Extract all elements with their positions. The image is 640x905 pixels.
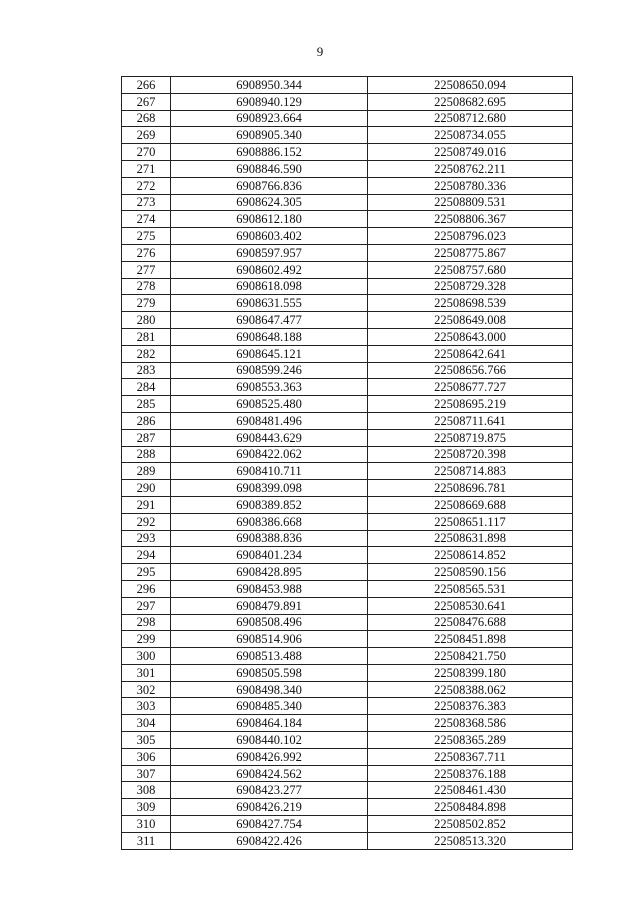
- y-coordinate-cell: 22508749.016: [368, 144, 573, 161]
- table-row: [122, 597, 573, 614]
- x-coordinate-cell: 6908426.219: [171, 799, 368, 816]
- x-coordinate-cell: 6908440.102: [171, 732, 368, 749]
- y-coordinate-cell: 22508695.219: [368, 396, 573, 413]
- x-coordinate-cell: 6908599.246: [171, 362, 368, 379]
- y-coordinate-cell: 22508367.711: [368, 748, 573, 765]
- y-coordinate-cell: 22508696.781: [368, 480, 573, 497]
- y-coordinate-cell: 22508757.680: [368, 261, 573, 278]
- y-coordinate-cell: 22508399.180: [368, 664, 573, 681]
- x-coordinate-cell: 6908766.836: [171, 177, 368, 194]
- table-row: [122, 765, 573, 782]
- point-number-cell: 269: [122, 127, 171, 144]
- table-row: [122, 396, 573, 413]
- table-row: [122, 429, 573, 446]
- x-coordinate-cell: 6908647.477: [171, 312, 368, 329]
- point-number-cell: 286: [122, 412, 171, 429]
- point-number-cell: 270: [122, 144, 171, 161]
- table-row: [122, 362, 573, 379]
- y-coordinate-cell: 22508775.867: [368, 244, 573, 261]
- y-coordinate-cell: 22508651.117: [368, 513, 573, 530]
- point-number-cell: 299: [122, 631, 171, 648]
- point-number-cell: 306: [122, 748, 171, 765]
- point-number-cell: 267: [122, 93, 171, 110]
- x-coordinate-cell: 6908427.754: [171, 816, 368, 833]
- x-coordinate-cell: 6908648.188: [171, 328, 368, 345]
- point-number-cell: 311: [122, 832, 171, 849]
- point-number-cell: 300: [122, 648, 171, 665]
- point-number-cell: 294: [122, 547, 171, 564]
- y-coordinate-cell: 22508631.898: [368, 530, 573, 547]
- y-coordinate-cell: 22508729.328: [368, 278, 573, 295]
- point-number-cell: 310: [122, 816, 171, 833]
- y-coordinate-cell: 22508714.883: [368, 463, 573, 480]
- y-coordinate-cell: 22508720.398: [368, 446, 573, 463]
- x-coordinate-cell: 6908443.629: [171, 429, 368, 446]
- y-coordinate-cell: 22508796.023: [368, 228, 573, 245]
- x-coordinate-cell: 6908624.305: [171, 194, 368, 211]
- x-coordinate-cell: 6908386.668: [171, 513, 368, 530]
- table-row: [122, 631, 573, 648]
- x-coordinate-cell: 6908645.121: [171, 345, 368, 362]
- y-coordinate-cell: 22508513.320: [368, 832, 573, 849]
- table-row: [122, 446, 573, 463]
- table-row: [122, 715, 573, 732]
- y-coordinate-cell: 22508682.695: [368, 93, 573, 110]
- y-coordinate-cell: 22508719.875: [368, 429, 573, 446]
- x-coordinate-cell: 6908553.363: [171, 379, 368, 396]
- x-coordinate-cell: 6908479.891: [171, 597, 368, 614]
- point-number-cell: 296: [122, 580, 171, 597]
- table-row: [122, 580, 573, 597]
- point-number-cell: 281: [122, 328, 171, 345]
- x-coordinate-cell: 6908428.895: [171, 564, 368, 581]
- y-coordinate-cell: 22508806.367: [368, 211, 573, 228]
- y-coordinate-cell: 22508780.336: [368, 177, 573, 194]
- point-number-cell: 308: [122, 782, 171, 799]
- x-coordinate-cell: 6908905.340: [171, 127, 368, 144]
- table-row: [122, 564, 573, 581]
- point-number-cell: 280: [122, 312, 171, 329]
- x-coordinate-cell: 6908923.664: [171, 110, 368, 127]
- y-coordinate-cell: 22508643.000: [368, 328, 573, 345]
- table-row: [122, 614, 573, 631]
- table-row: [122, 799, 573, 816]
- table-row: [122, 160, 573, 177]
- table-row: [122, 530, 573, 547]
- point-number-cell: 301: [122, 664, 171, 681]
- table-row: [122, 681, 573, 698]
- table-row: [122, 261, 573, 278]
- table-row: [122, 412, 573, 429]
- point-number-cell: 272: [122, 177, 171, 194]
- x-coordinate-cell: 6908603.402: [171, 228, 368, 245]
- y-coordinate-cell: 22508502.852: [368, 816, 573, 833]
- y-coordinate-cell: 22508711.641: [368, 412, 573, 429]
- table-row: [122, 732, 573, 749]
- x-coordinate-cell: 6908424.562: [171, 765, 368, 782]
- x-coordinate-cell: 6908423.277: [171, 782, 368, 799]
- point-number-cell: 283: [122, 362, 171, 379]
- table-row: [122, 295, 573, 312]
- point-number-cell: 285: [122, 396, 171, 413]
- point-number-cell: 289: [122, 463, 171, 480]
- point-number-cell: 278: [122, 278, 171, 295]
- table-row: [122, 816, 573, 833]
- x-coordinate-cell: 6908498.340: [171, 681, 368, 698]
- point-number-cell: 304: [122, 715, 171, 732]
- table-row: [122, 698, 573, 715]
- point-number-cell: 309: [122, 799, 171, 816]
- table-row: [122, 93, 573, 110]
- table-row: [122, 782, 573, 799]
- point-number-cell: 288: [122, 446, 171, 463]
- y-coordinate-cell: 22508421.750: [368, 648, 573, 665]
- point-number-cell: 275: [122, 228, 171, 245]
- point-number-cell: 297: [122, 597, 171, 614]
- x-coordinate-cell: 6908846.590: [171, 160, 368, 177]
- point-number-cell: 287: [122, 429, 171, 446]
- table-row: [122, 480, 573, 497]
- x-coordinate-cell: 6908422.426: [171, 832, 368, 849]
- y-coordinate-cell: 22508476.688: [368, 614, 573, 631]
- x-coordinate-cell: 6908426.992: [171, 748, 368, 765]
- y-coordinate-cell: 22508365.289: [368, 732, 573, 749]
- y-coordinate-cell: 22508388.062: [368, 681, 573, 698]
- point-number-cell: 273: [122, 194, 171, 211]
- table-row: [122, 177, 573, 194]
- table-row: [122, 496, 573, 513]
- y-coordinate-cell: 22508484.898: [368, 799, 573, 816]
- y-coordinate-cell: 22508677.727: [368, 379, 573, 396]
- point-number-cell: 303: [122, 698, 171, 715]
- table-row: [122, 463, 573, 480]
- x-coordinate-cell: 6908612.180: [171, 211, 368, 228]
- coordinates-table: [121, 76, 573, 850]
- point-number-cell: 279: [122, 295, 171, 312]
- table-row: [122, 748, 573, 765]
- point-number-cell: 293: [122, 530, 171, 547]
- x-coordinate-cell: 6908514.906: [171, 631, 368, 648]
- point-number-cell: 290: [122, 480, 171, 497]
- table-row: [122, 278, 573, 295]
- x-coordinate-cell: 6908505.598: [171, 664, 368, 681]
- table-row: [122, 664, 573, 681]
- point-number-cell: 291: [122, 496, 171, 513]
- point-number-cell: 277: [122, 261, 171, 278]
- y-coordinate-cell: 22508642.641: [368, 345, 573, 362]
- x-coordinate-cell: 6908389.852: [171, 496, 368, 513]
- x-coordinate-cell: 6908513.488: [171, 648, 368, 665]
- table-row: [122, 832, 573, 849]
- x-coordinate-cell: 6908481.496: [171, 412, 368, 429]
- point-number-cell: 276: [122, 244, 171, 261]
- x-coordinate-cell: 6908401.234: [171, 547, 368, 564]
- x-coordinate-cell: 6908886.152: [171, 144, 368, 161]
- x-coordinate-cell: 6908508.496: [171, 614, 368, 631]
- y-coordinate-cell: 22508656.766: [368, 362, 573, 379]
- x-coordinate-cell: 6908399.098: [171, 480, 368, 497]
- point-number-cell: 305: [122, 732, 171, 749]
- table-row: [122, 77, 573, 94]
- point-number-cell: 266: [122, 77, 171, 94]
- table-row: [122, 379, 573, 396]
- y-coordinate-cell: 22508669.688: [368, 496, 573, 513]
- y-coordinate-cell: 22508614.852: [368, 547, 573, 564]
- table-row: [122, 110, 573, 127]
- y-coordinate-cell: 22508590.156: [368, 564, 573, 581]
- x-coordinate-cell: 6908464.184: [171, 715, 368, 732]
- x-coordinate-cell: 6908525.480: [171, 396, 368, 413]
- table-row: [122, 244, 573, 261]
- y-coordinate-cell: 22508451.898: [368, 631, 573, 648]
- y-coordinate-cell: 22508650.094: [368, 77, 573, 94]
- x-coordinate-cell: 6908618.098: [171, 278, 368, 295]
- x-coordinate-cell: 6908453.988: [171, 580, 368, 597]
- point-number-cell: 307: [122, 765, 171, 782]
- x-coordinate-cell: 6908388.836: [171, 530, 368, 547]
- table-row: [122, 328, 573, 345]
- point-number-cell: 292: [122, 513, 171, 530]
- y-coordinate-cell: 22508368.586: [368, 715, 573, 732]
- point-number-cell: 298: [122, 614, 171, 631]
- point-number-cell: 271: [122, 160, 171, 177]
- point-number-cell: 282: [122, 345, 171, 362]
- x-coordinate-cell: 6908602.492: [171, 261, 368, 278]
- y-coordinate-cell: 22508809.531: [368, 194, 573, 211]
- x-coordinate-cell: 6908950.344: [171, 77, 368, 94]
- table-row: [122, 194, 573, 211]
- table-row: [122, 228, 573, 245]
- point-number-cell: 302: [122, 681, 171, 698]
- y-coordinate-cell: 22508734.055: [368, 127, 573, 144]
- table-row: [122, 144, 573, 161]
- x-coordinate-cell: 6908631.555: [171, 295, 368, 312]
- table-row: [122, 211, 573, 228]
- y-coordinate-cell: 22508712.680: [368, 110, 573, 127]
- y-coordinate-cell: 22508376.383: [368, 698, 573, 715]
- y-coordinate-cell: 22508565.531: [368, 580, 573, 597]
- y-coordinate-cell: 22508376.188: [368, 765, 573, 782]
- table-row: [122, 648, 573, 665]
- table-row: [122, 513, 573, 530]
- y-coordinate-cell: 22508461.430: [368, 782, 573, 799]
- y-coordinate-cell: 22508698.539: [368, 295, 573, 312]
- x-coordinate-cell: 6908422.062: [171, 446, 368, 463]
- table-row: [122, 547, 573, 564]
- table-row: [122, 312, 573, 329]
- x-coordinate-cell: 6908485.340: [171, 698, 368, 715]
- x-coordinate-cell: 6908940.129: [171, 93, 368, 110]
- table-row: [122, 345, 573, 362]
- table-row: [122, 127, 573, 144]
- point-number-cell: 268: [122, 110, 171, 127]
- point-number-cell: 274: [122, 211, 171, 228]
- x-coordinate-cell: 6908597.957: [171, 244, 368, 261]
- point-number-cell: 284: [122, 379, 171, 396]
- y-coordinate-cell: 22508762.211: [368, 160, 573, 177]
- y-coordinate-cell: 22508649.008: [368, 312, 573, 329]
- page-number: 9: [316, 44, 324, 59]
- x-coordinate-cell: 6908410.711: [171, 463, 368, 480]
- point-number-cell: 295: [122, 564, 171, 581]
- y-coordinate-cell: 22508530.641: [368, 597, 573, 614]
- coordinates-table-body: [122, 77, 573, 850]
